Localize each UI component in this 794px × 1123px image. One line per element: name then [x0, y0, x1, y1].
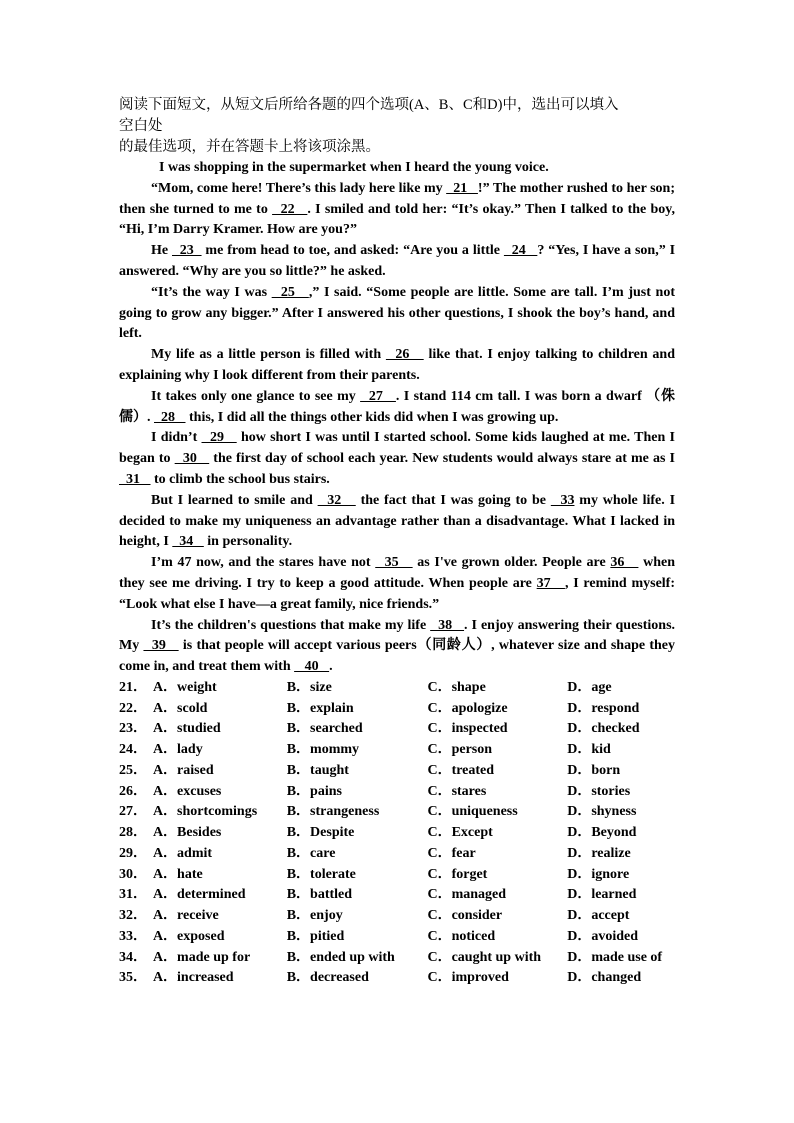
option-d: D．born: [567, 762, 621, 778]
passage-paragraph: [119, 428, 675, 490]
question-number: 23．: [119, 721, 147, 737]
option-a: A．admit: [152, 845, 213, 861]
passage-paragraph: [119, 179, 675, 241]
option-d: D．changed: [567, 970, 642, 986]
option-b: B．strangeness: [286, 804, 380, 820]
passage-paragraph: [119, 241, 675, 283]
option-d: D．ignore: [567, 866, 630, 882]
passage-text: I didn’t: [151, 430, 202, 446]
answer-blank: 33: [550, 492, 575, 508]
answer-blank: 22: [272, 201, 308, 217]
option-row: [119, 678, 675, 699]
passage-text: ? “Yes, I have a son,” I answered. “Why are you so little?” he asked.: [119, 243, 676, 279]
passage-text: like that. I enjoy talking to children and explaining why I look different from their parents.: [119, 347, 676, 383]
option-d: D．age: [567, 679, 612, 695]
passage-paragraph: [119, 345, 675, 387]
passage-paragraph: [119, 616, 675, 678]
passage-text: “It’s the way I was: [151, 284, 272, 300]
option-a: A．scold: [152, 700, 208, 716]
passage-text: I was shopping in the supermarket when I heard the young voice.: [159, 160, 549, 175]
option-c: C．noticed: [427, 928, 496, 944]
passage-text: He: [151, 243, 172, 259]
answer-blank: 26: [385, 347, 424, 363]
answer-blank: 29: [201, 430, 237, 446]
option-row: [119, 699, 675, 720]
option-d: D．shyness: [567, 804, 637, 820]
option-b: B．ended up with: [286, 949, 395, 965]
answer-blank: 28: [154, 409, 186, 425]
passage-text: .: [329, 659, 333, 675]
instructions: [119, 95, 675, 158]
answer-blank: 36: [610, 555, 639, 571]
option-c: C．improved: [427, 970, 509, 986]
passage-text: . I enjoy answering their questions. My: [119, 617, 676, 654]
answer-blank: 40: [294, 659, 330, 675]
question-number: 25．: [119, 762, 147, 778]
option-row: [119, 927, 675, 948]
option-c: C．treated: [427, 762, 495, 778]
option-b: B．decreased: [286, 970, 369, 986]
option-c: C．inspected: [427, 721, 508, 737]
option-b: B．tolerate: [286, 866, 356, 882]
option-a: A．shortcomings: [152, 804, 258, 820]
option-c: C．shape: [427, 679, 486, 695]
instructions-line-1: 阅读下面短文，从短文后所给各题的四个选项(A、B、C和D)中，选出可以填入: [119, 97, 619, 113]
option-c: C．stares: [427, 783, 487, 799]
passage-text: . I stand 114 cm tall. I was born a dwarf （侏儒）.: [119, 388, 676, 425]
answer-blank: 30: [174, 451, 210, 467]
option-d: D．Beyond: [567, 825, 637, 841]
answer-blank: 35: [375, 555, 413, 571]
option-row: [119, 823, 675, 844]
passage-text: my whole life. I decided to make my uniqueness an advantage rather than a disadvantage. What I lacked in height, I: [119, 492, 676, 550]
option-b: B．battled: [286, 887, 353, 903]
passage-paragraph: [119, 387, 675, 429]
question-number: 22．: [119, 700, 147, 716]
question-number: 26．: [119, 783, 147, 799]
option-row: [119, 761, 675, 782]
option-c: C．Except: [427, 825, 493, 841]
question-number: 34．: [119, 949, 147, 965]
option-a: A．studied: [152, 721, 221, 737]
question-number: 30．: [119, 866, 147, 882]
option-a: A．increased: [152, 970, 234, 986]
passage-paragraph: [119, 283, 675, 345]
passage-text: ,” I said. “Some people are little. Some are tall. I’m just not going to grow any bigger.” After I answered his other questions, I shook the boy’s hand, and left.: [119, 284, 675, 342]
passage-text: !” The mother rushed to her son; then she turned to me to: [119, 180, 675, 217]
passage-text: I’m 47 now, and the stares have not: [151, 555, 376, 571]
option-b: B．searched: [286, 721, 363, 737]
passage-text: is that people will accept various peers（同龄人）, whatever size and shape they come in, and treat them with: [119, 638, 675, 675]
question-number: 32．: [119, 908, 147, 924]
option-c: C．uniqueness: [427, 804, 518, 820]
option-d: D．accept: [567, 908, 630, 924]
option-b: B．size: [286, 679, 332, 695]
option-b: B．explain: [286, 700, 354, 716]
option-d: D．checked: [567, 721, 640, 737]
option-d: D．realize: [567, 845, 631, 861]
passage-text: It takes only one glance to see my: [151, 388, 361, 404]
answer-blank: 38: [430, 617, 465, 633]
option-c: C．person: [427, 742, 493, 758]
document-page: [119, 95, 675, 989]
option-a: A．Besides: [152, 825, 222, 841]
option-row: [119, 948, 675, 969]
option-row: [119, 740, 675, 761]
question-number: 33．: [119, 928, 147, 944]
passage-text: this, I did all the things other kids did when I was growing up.: [185, 409, 559, 425]
passage-paragraph: [119, 158, 675, 179]
option-a: A．hate: [152, 866, 203, 882]
option-b: B．Despite: [286, 825, 355, 841]
options-list: [119, 678, 675, 989]
passage-text: But I learned to smile and: [151, 492, 318, 508]
passage-text: My life as a little person is filled with: [151, 347, 386, 363]
answer-blank: 37: [536, 575, 565, 591]
option-c: C．forget: [427, 866, 488, 882]
option-d: D．made use of: [567, 949, 663, 965]
answer-blank: 27: [360, 388, 396, 404]
option-c: C．managed: [427, 887, 507, 903]
instructions-line-2: 空白处: [119, 118, 163, 134]
option-row: [119, 802, 675, 823]
question-number: 27．: [119, 804, 147, 820]
option-a: A．receive: [152, 908, 219, 924]
option-a: A．weight: [152, 679, 217, 695]
passage-text: “Mom, come here! There’s this lady here like my: [151, 180, 447, 196]
option-c: C．fear: [427, 845, 476, 861]
option-b: B．mommy: [286, 742, 360, 758]
question-number: 35．: [119, 970, 147, 986]
option-b: B．care: [286, 845, 336, 861]
option-row: [119, 844, 675, 865]
option-c: C．consider: [427, 908, 503, 924]
option-c: C．caught up with: [427, 949, 542, 965]
passage-text: the fact that I was going to be: [355, 492, 551, 508]
passage-text: , I remind myself: “Look what else I have—a great family, nice friends.”: [119, 575, 676, 612]
option-row: [119, 906, 675, 927]
question-number: 24．: [119, 742, 147, 758]
passage-text: how short I was until I started school. Some kids laughed at me. Then I began to: [119, 430, 675, 467]
question-number: 21．: [119, 679, 147, 695]
passage-text: as I've grown older. People are: [412, 555, 611, 571]
instructions-line-3: 的最佳选项，并在答题卡上将该项涂黑。: [119, 139, 380, 155]
answer-blank: 24: [503, 243, 538, 259]
option-d: D．respond: [567, 700, 640, 716]
option-a: A．lady: [152, 742, 203, 758]
passage-text: to climb the school bus stairs.: [150, 471, 330, 487]
option-a: A．determined: [152, 887, 246, 903]
option-row: [119, 782, 675, 803]
passage: [119, 158, 675, 678]
option-b: B．pitied: [286, 928, 345, 944]
passage-text: the first day of school each year. New students would always stare at me as I: [209, 451, 675, 467]
answer-blank: 21: [446, 180, 478, 196]
passage-text: when they see me driving. I try to keep a good attitude. When people are: [119, 555, 675, 591]
passage-text: . I smiled and told her: “It’s okay.” Then I talked to the boy, “Hi, I’m Darry Kramer. How are you?”: [119, 201, 676, 238]
question-number: 28．: [119, 825, 147, 841]
answer-blank: 32: [317, 492, 356, 508]
passage-text: in personality.: [203, 534, 293, 550]
passage-text: me from head to toe, and asked: “Are you a little: [201, 243, 504, 259]
option-d: D．avoided: [567, 928, 638, 944]
option-row: [119, 719, 675, 740]
option-row: [119, 865, 675, 886]
option-row: [119, 885, 675, 906]
answer-blank: 23: [172, 243, 202, 259]
option-d: D．stories: [567, 783, 631, 799]
passage-text: It’s the children's questions that make my life: [151, 617, 431, 633]
option-b: B．enjoy: [286, 908, 343, 924]
passage-paragraph: [119, 553, 675, 615]
answer-blank: 34: [172, 534, 204, 550]
option-b: B．taught: [286, 762, 349, 778]
option-d: D．learned: [567, 887, 637, 903]
option-b: B．pains: [286, 783, 342, 799]
passage-paragraph: [119, 491, 675, 553]
option-a: A．made up for: [152, 949, 251, 965]
option-a: A．raised: [152, 762, 214, 778]
answer-blank: 39: [143, 638, 179, 654]
option-a: A．exposed: [152, 928, 225, 944]
option-row: [119, 968, 675, 989]
question-number: 29．: [119, 845, 147, 861]
answer-blank: 31: [119, 471, 151, 487]
option-c: C．apologize: [427, 700, 508, 716]
answer-blank: 25: [271, 284, 309, 300]
option-d: D．kid: [567, 742, 611, 758]
question-number: 31．: [119, 887, 147, 903]
option-a: A．excuses: [152, 783, 222, 799]
